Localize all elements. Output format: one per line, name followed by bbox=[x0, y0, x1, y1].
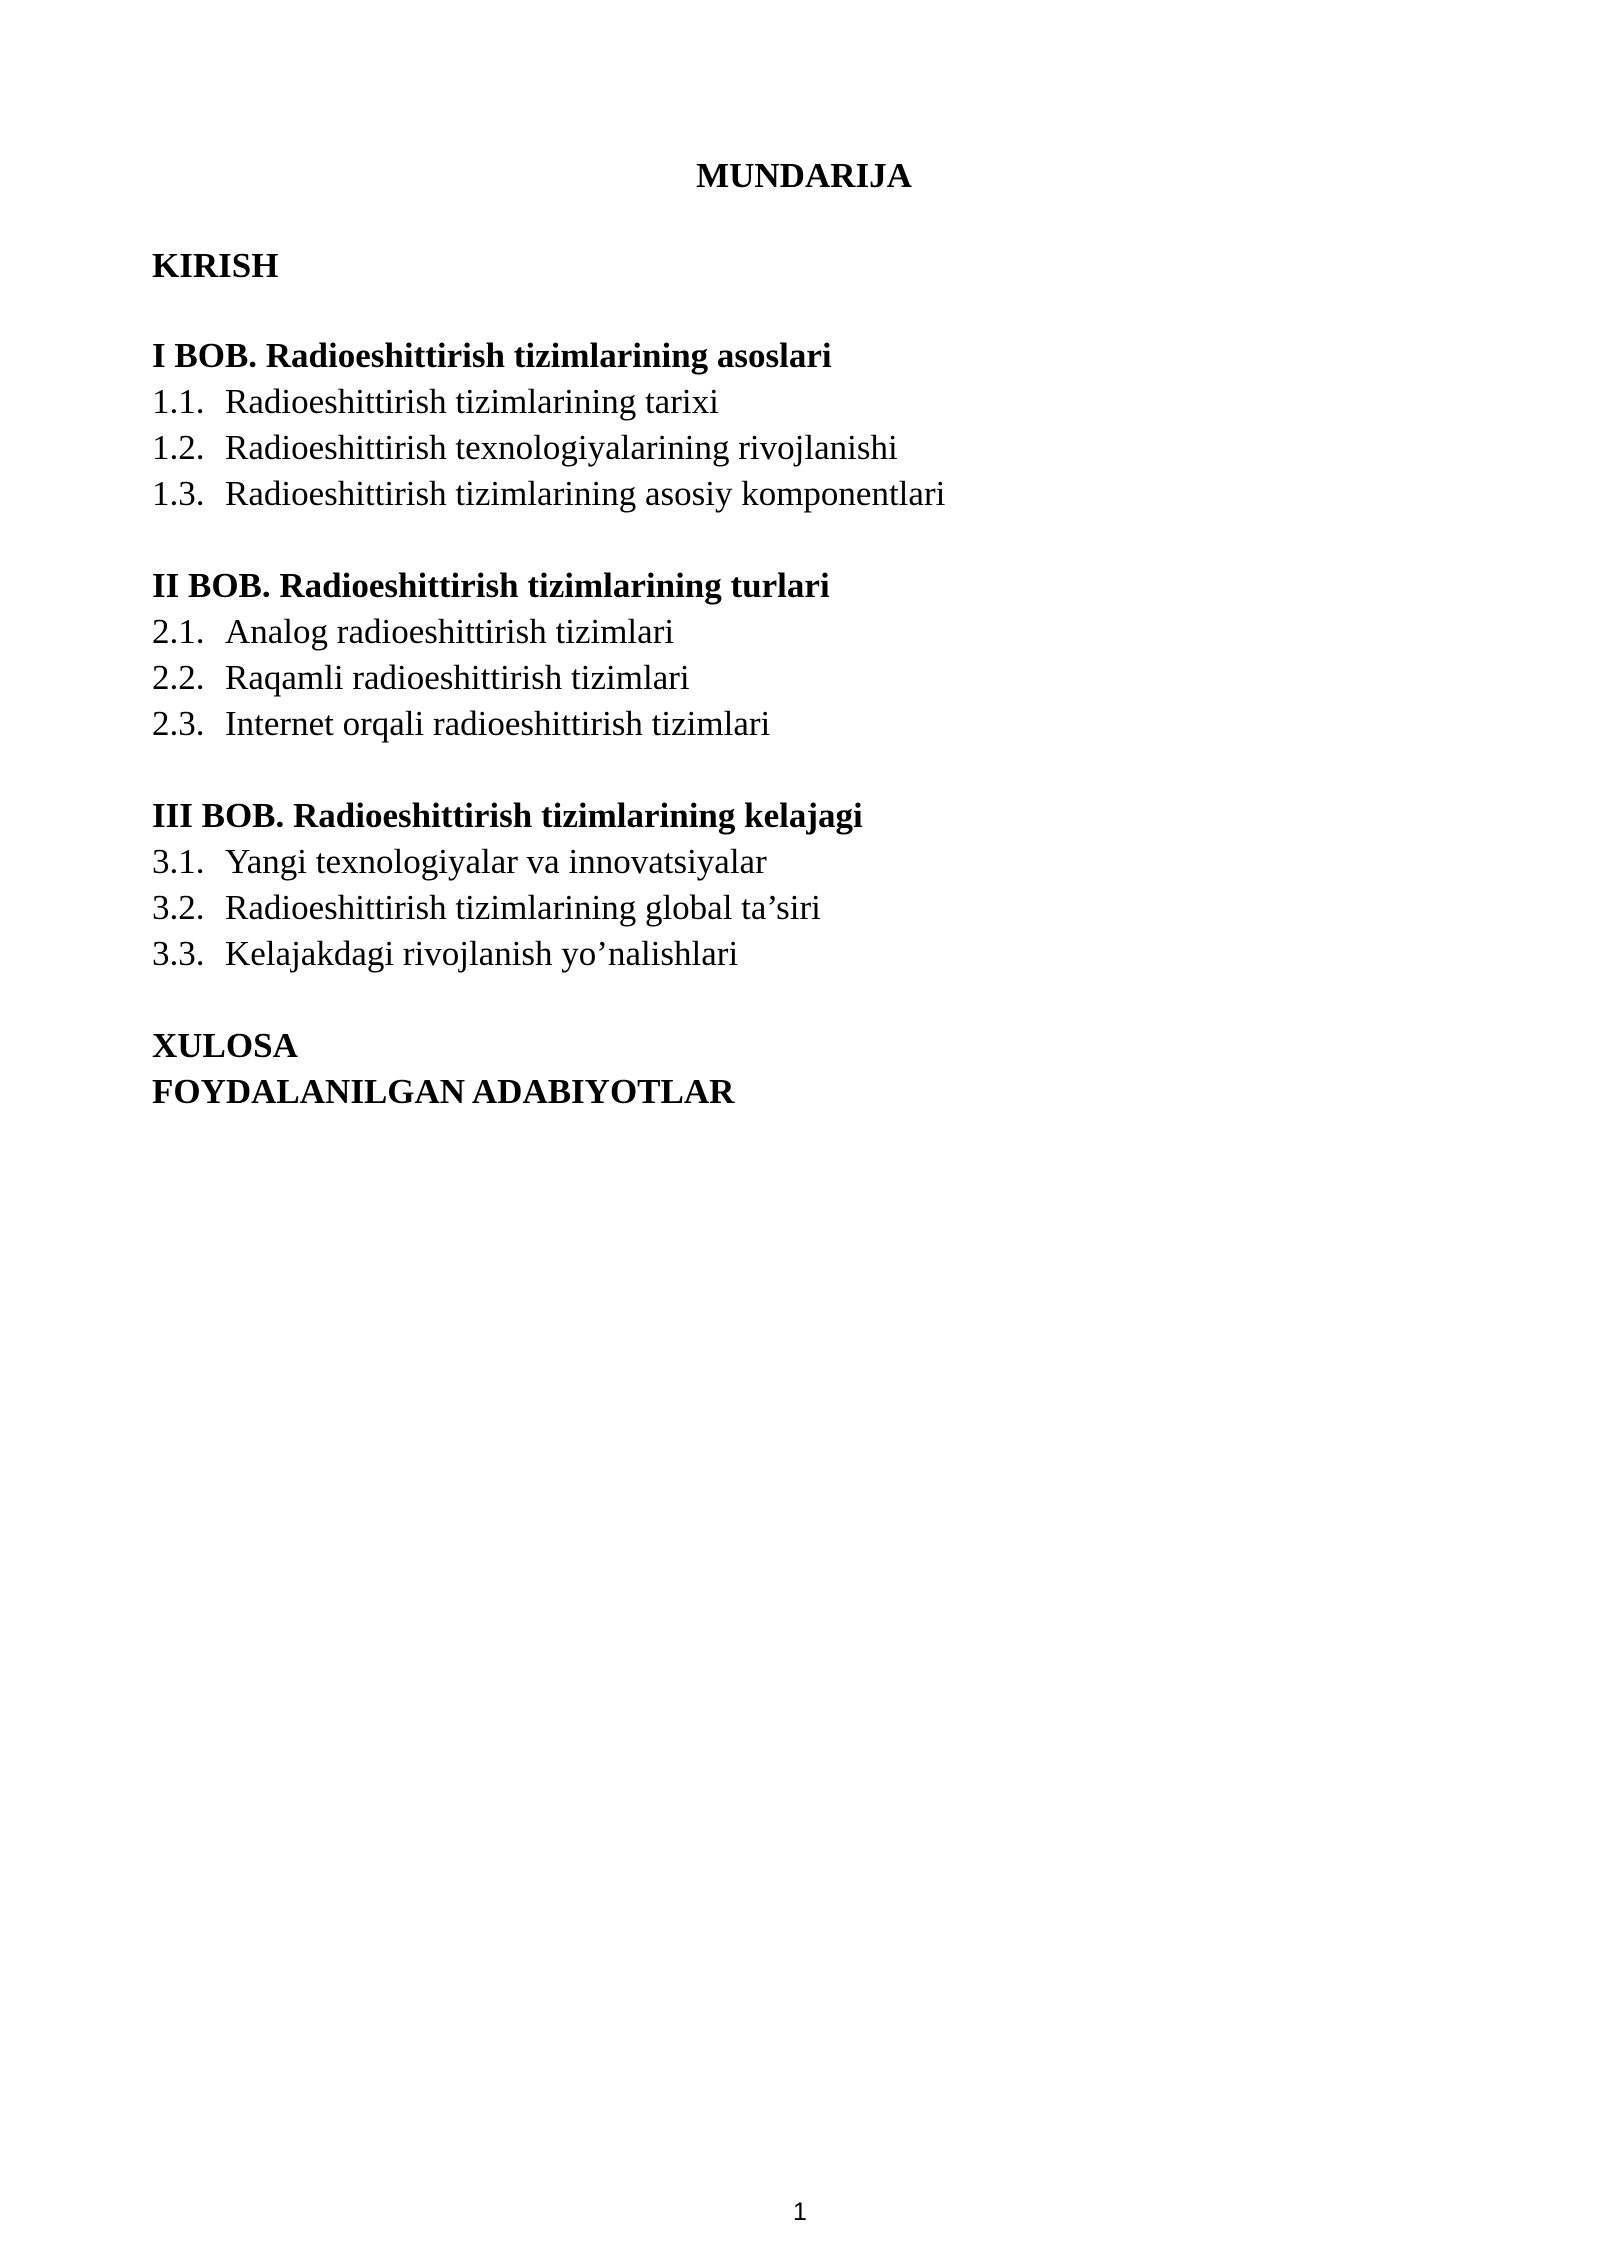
section-title: Radioeshittirish tizimlarining global ta’siri bbox=[225, 888, 821, 927]
section-title: Internet orqali radioeshittirish tizimlari bbox=[225, 704, 771, 743]
section-title: Radioeshittirish tizimlarining tarixi bbox=[225, 382, 719, 421]
page-number: 1 bbox=[793, 2198, 807, 2226]
section-title: Kelajakdagi rivojlanish yo’nalishlari bbox=[225, 934, 739, 973]
section-number: 2.1. bbox=[152, 612, 205, 651]
section-number: 1.1. bbox=[152, 382, 205, 421]
toc-section-3-2[interactable] bbox=[152, 885, 1452, 931]
section-title: Yangi texnologiyalar va innovatsiyalar bbox=[225, 842, 767, 881]
table-of-contents bbox=[152, 243, 1452, 1115]
toc-chapter-3-heading[interactable]: III BOB. Radioeshittirish tizimlarining kelajagi bbox=[152, 796, 863, 835]
section-number: 3.3. bbox=[152, 934, 205, 973]
section-number: 1.2. bbox=[152, 428, 205, 467]
toc-section-1-3[interactable] bbox=[152, 471, 1452, 517]
section-number: 2.2. bbox=[152, 658, 205, 697]
toc-section-3-1[interactable] bbox=[152, 839, 1452, 885]
toc-section-1-1[interactable] bbox=[152, 379, 1452, 425]
toc-section-3-3[interactable] bbox=[152, 931, 1452, 977]
section-title: Raqamli radioeshittirish tizimlari bbox=[225, 658, 690, 697]
toc-conclusion[interactable]: XULOSA bbox=[152, 1026, 298, 1065]
page-title: MUNDARIJA bbox=[696, 156, 912, 195]
toc-chapter-2-heading[interactable]: II BOB. Radioeshittirish tizimlarining turlari bbox=[152, 566, 830, 605]
toc-section-1-2[interactable] bbox=[152, 425, 1452, 471]
section-number: 2.3. bbox=[152, 704, 205, 743]
section-title: Radioeshittirish tizimlarining asosiy komponentlari bbox=[225, 474, 946, 513]
toc-references[interactable]: FOYDALANILGAN ADABIYOTLAR bbox=[152, 1072, 735, 1111]
section-title: Analog radioeshittirish tizimlari bbox=[225, 612, 675, 651]
toc-section-2-2[interactable] bbox=[152, 655, 1452, 701]
toc-section-2-3[interactable] bbox=[152, 701, 1452, 747]
toc-intro[interactable]: KIRISH bbox=[152, 246, 279, 285]
section-number: 3.2. bbox=[152, 888, 205, 927]
section-number: 1.3. bbox=[152, 474, 205, 513]
section-title: Radioeshittirish texnologiyalarining rivojlanishi bbox=[225, 428, 898, 467]
section-number: 3.1. bbox=[152, 842, 205, 881]
toc-chapter-1-heading[interactable]: I BOB. Radioeshittirish tizimlarining asoslari bbox=[152, 336, 832, 375]
toc-section-2-1[interactable] bbox=[152, 609, 1452, 655]
